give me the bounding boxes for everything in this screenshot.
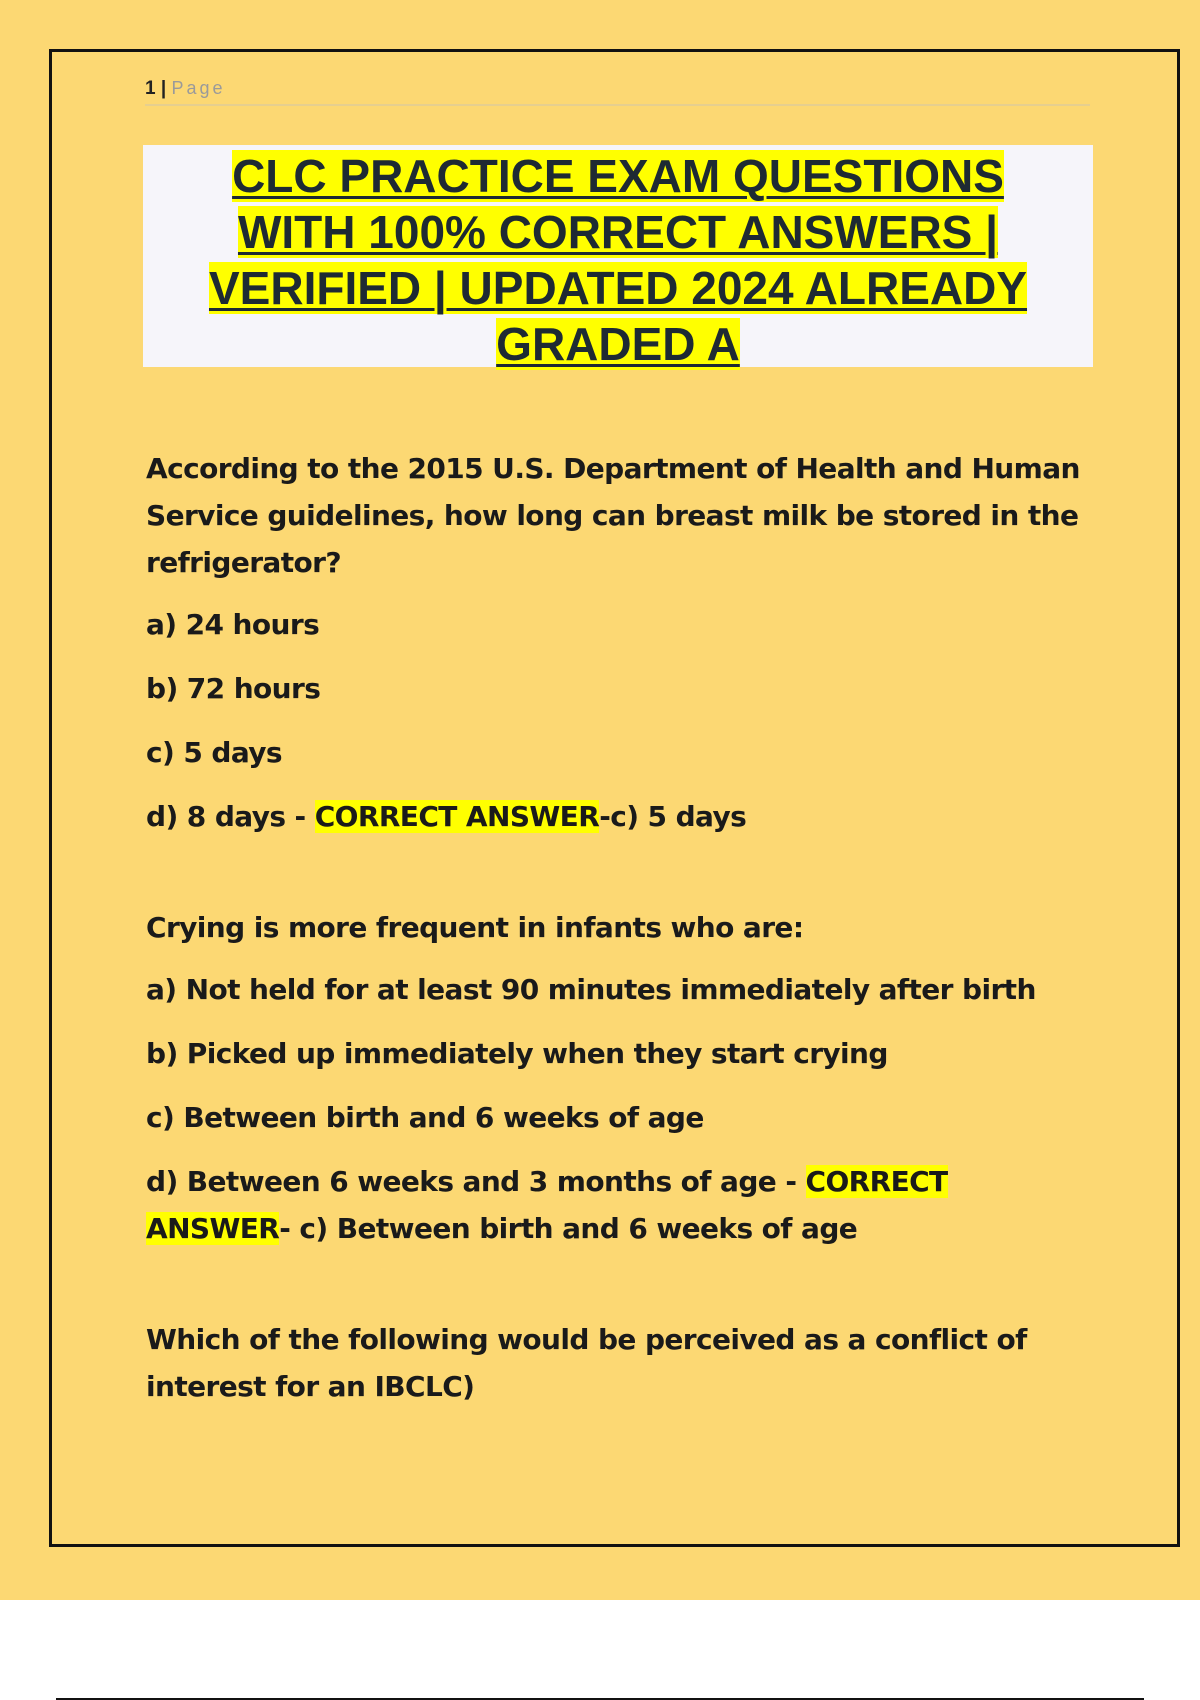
answer-option-c: c) 5 days — [146, 736, 282, 769]
header-separator: | — [160, 78, 167, 99]
question-1 — [146, 445, 1096, 840]
correct-answer-text: - c) Between birth and 6 weeks of age — [279, 1212, 858, 1245]
title-box — [143, 145, 1093, 370]
title-line: VERIFIED | UPDATED 2024 ALREADY — [208, 262, 1028, 314]
page-number: 1 — [145, 78, 156, 99]
correct-answer-label: CORRECT ANSWER — [314, 800, 600, 833]
page-label: Page — [171, 78, 226, 98]
answer-option-b: b) 72 hours — [146, 672, 321, 705]
correct-answer-text: -c) 5 days — [599, 800, 747, 833]
answer-option-a: a) Not held for at least 90 minutes immediately after birth — [146, 973, 1036, 1006]
document-title — [143, 145, 1093, 372]
question-3 — [146, 1316, 1096, 1410]
correct-answer-label: CORRECT ANSWER — [146, 1165, 948, 1245]
question-text: Crying is more frequent in infants who are: — [146, 911, 804, 944]
answer-option-d — [146, 793, 1096, 840]
title-line: WITH 100% CORRECT ANSWERS | — [237, 206, 998, 258]
answer-option-d — [146, 1158, 1096, 1252]
answer-option-c: c) Between birth and 6 weeks of age — [146, 1101, 704, 1134]
question-2 — [146, 904, 1096, 1252]
title-line: GRADED A — [496, 318, 740, 370]
option-text: d) 8 days - — [146, 800, 315, 833]
title-line: CLC PRACTICE EXAM QUESTIONS — [232, 150, 1004, 202]
page-header — [145, 72, 1090, 106]
option-text: d) Between 6 weeks and 3 months of age - — [146, 1165, 806, 1198]
answer-option-b: b) Picked up immediately when they start crying — [146, 1037, 888, 1070]
question-text: According to the 2015 U.S. Department of Health and Human Service guidelines, how long can breast milk be stored in the refrigerator? — [146, 452, 1080, 579]
question-text: Which of the following would be perceived as a conflict of interest for an IBCLC) — [146, 1323, 1027, 1403]
questions-content — [146, 445, 1096, 1474]
answer-option-a: a) 24 hours — [146, 608, 320, 641]
